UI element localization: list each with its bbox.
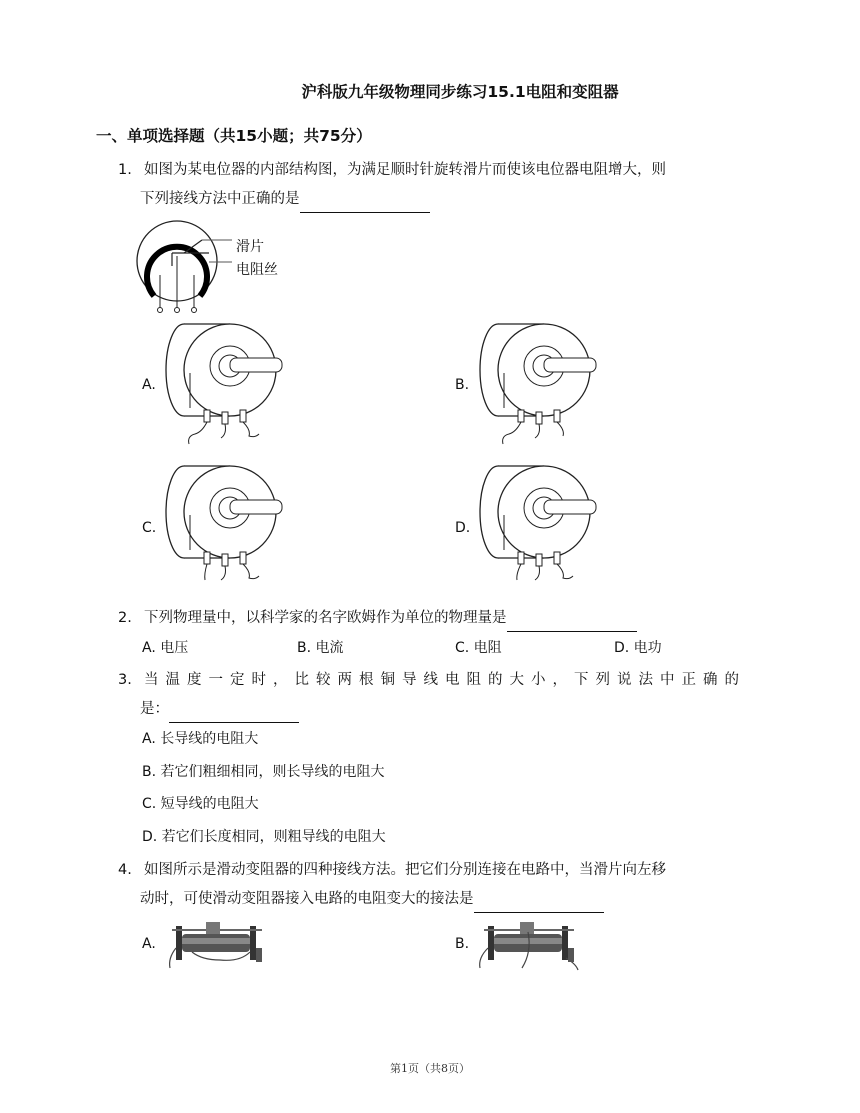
question-1-text-line2 <box>140 185 430 213</box>
potentiometer-option-b-image <box>474 318 604 448</box>
q2-option-a[interactable]: A. 电压 <box>142 640 189 656</box>
rheostat-option-b-image <box>474 918 589 970</box>
question-1-stem: 下列接线方法中正确的是 <box>140 191 300 207</box>
q3-option-c[interactable]: C. 短导线的电阻大 <box>142 796 259 812</box>
q4-option-b[interactable]: B. <box>455 936 470 952</box>
question-3-text-line2 <box>140 695 299 723</box>
answer-blank[interactable] <box>474 892 604 913</box>
question-2-text <box>144 604 637 632</box>
potentiometer-option-d-image <box>474 460 604 590</box>
question-4-number: 4. <box>118 862 132 878</box>
q1-option-b[interactable]: B. <box>455 377 470 393</box>
question-2-stem: 下列物理量中，以科学家的名字欧姆作为单位的物理量是 <box>144 610 507 626</box>
page-footer: 第1页（共8页） <box>390 1062 470 1075</box>
question-2-number: 2. <box>118 610 132 626</box>
potentiometer-option-a-image <box>160 318 290 448</box>
q1-option-d[interactable]: D. <box>455 520 471 536</box>
question-3-number: 3. <box>118 672 132 688</box>
question-4-stem: 动时，可使滑动变阻器接入电路的电阻变大的接法是 <box>140 891 474 907</box>
question-4-text-line1: 如图所示是滑动变阻器的四种接线方法。把它们分别连接在电路中，当滑片向左移 <box>144 862 666 878</box>
q1-option-c[interactable]: C. <box>142 520 157 536</box>
q1-option-a[interactable]: A. <box>142 377 156 393</box>
q2-option-d[interactable]: D. 电功 <box>614 640 662 656</box>
q4-option-a[interactable]: A. <box>142 936 156 952</box>
question-3-stem: 是： <box>140 701 169 717</box>
page-title: 沪科版九年级物理同步练习15.1电阻和变阻器 <box>301 83 619 101</box>
slider-label: 滑片 <box>236 239 264 255</box>
potentiometer-option-c-image <box>160 460 290 590</box>
question-1-number: 1. <box>118 162 132 178</box>
q3-option-a[interactable]: A. 长导线的电阻大 <box>142 731 259 747</box>
q3-option-d[interactable]: D. 若它们长度相同，则粗导线的电阻大 <box>142 829 386 845</box>
q2-option-c[interactable]: C. 电阻 <box>455 640 502 656</box>
answer-blank[interactable] <box>507 611 637 632</box>
q3-option-b[interactable]: B. 若它们粗细相同，则长导线的电阻大 <box>142 764 385 780</box>
question-3-text-line1: 当温度一定时，比较两根铜导线电阻的大小，下列说法中正确的 <box>144 672 746 688</box>
question-1-text-line1: 如图为某电位器的内部结构图，为满足顺时针旋转滑片而使该电位器电阻增大，则 <box>144 162 666 178</box>
resistance-wire-label: 电阻丝 <box>236 262 278 278</box>
answer-blank[interactable] <box>169 702 299 723</box>
section-heading: 一、单项选择题（共15小题；共75分） <box>96 127 372 145</box>
q2-option-b[interactable]: B. 电流 <box>297 640 344 656</box>
rheostat-option-a-image <box>162 918 277 970</box>
answer-blank[interactable] <box>300 192 430 213</box>
question-4-text-line2 <box>140 885 604 913</box>
